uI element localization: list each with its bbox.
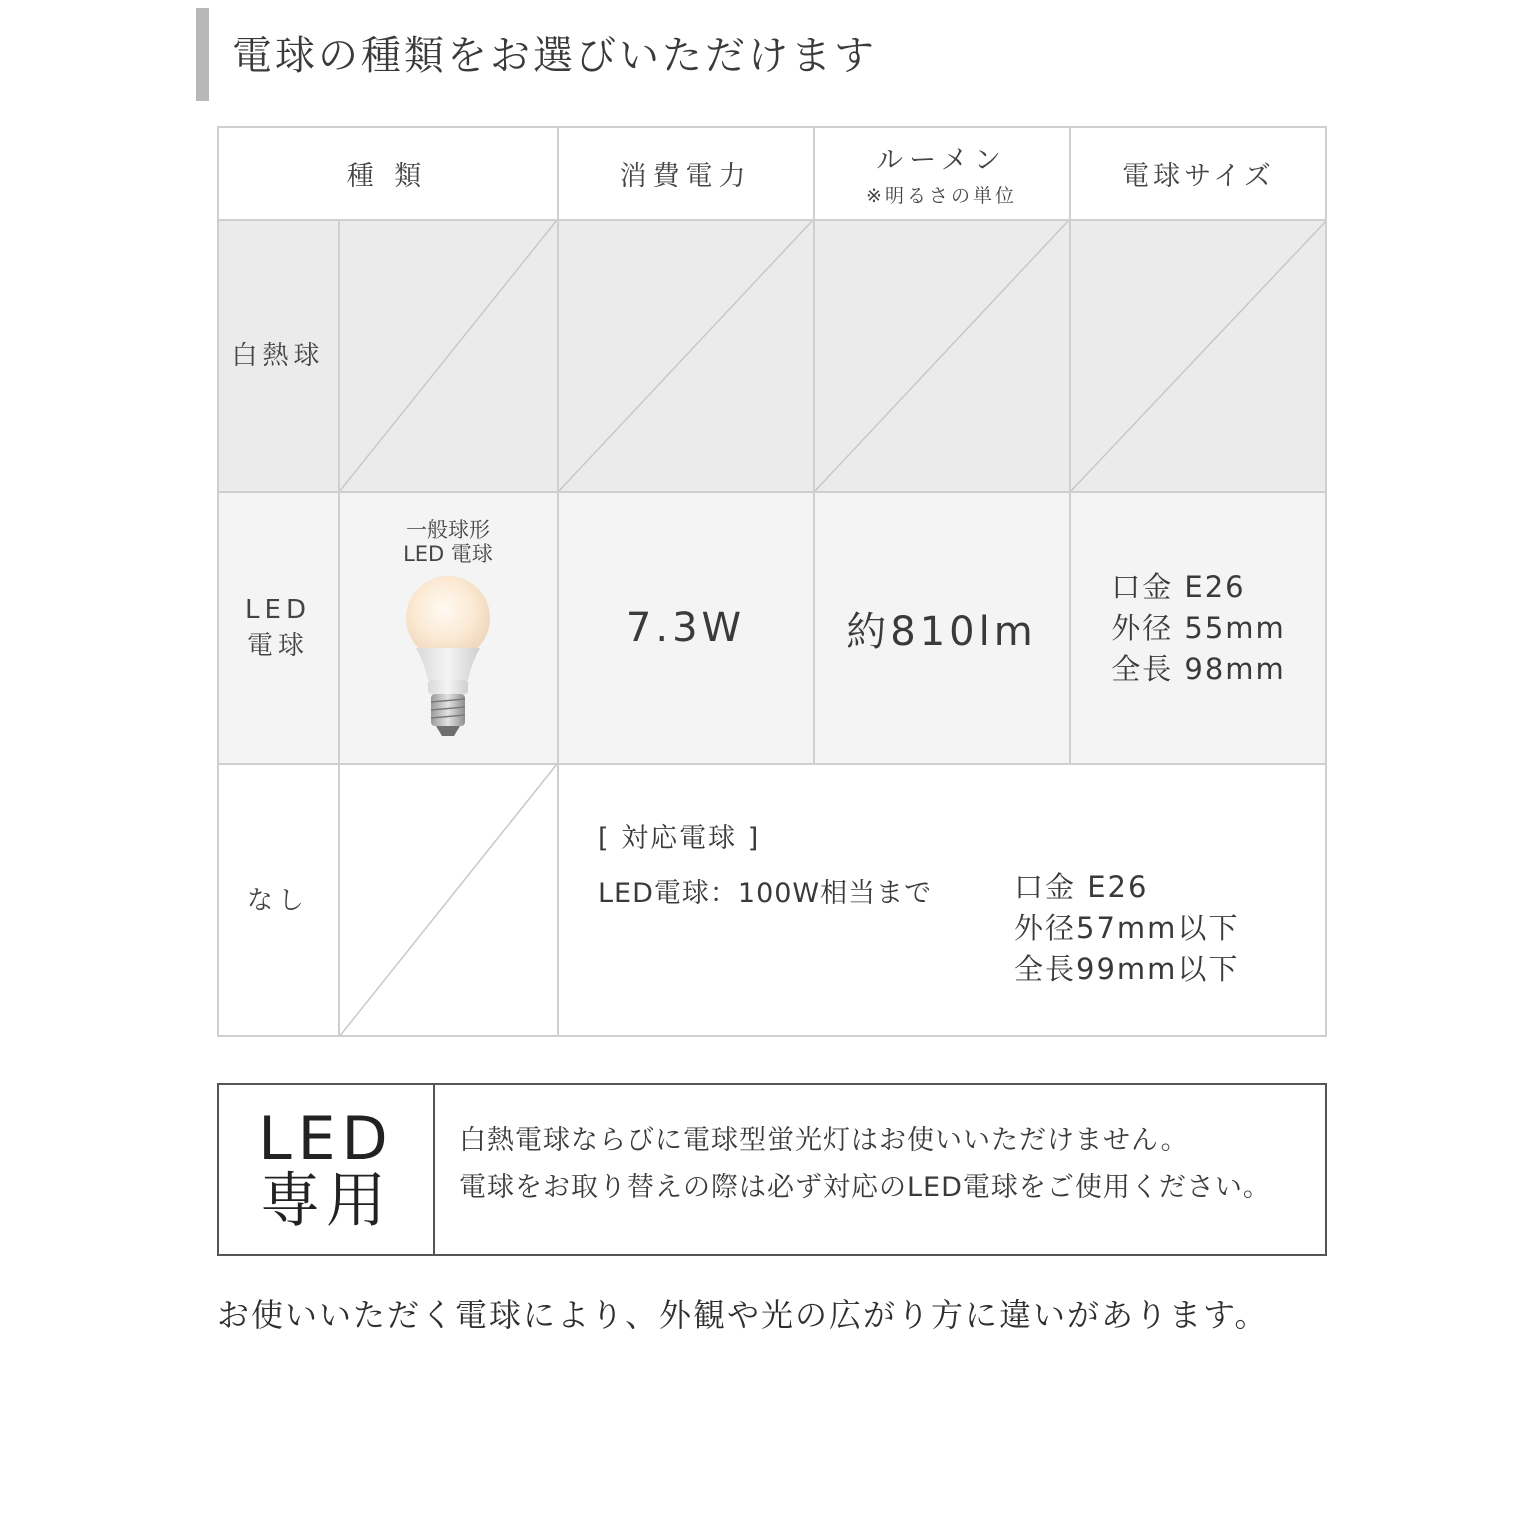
header-lumen-note: ※明るさの単位 [866, 185, 1017, 207]
led-size-lines [1111, 567, 1286, 690]
led-only-text [459, 1117, 1315, 1211]
row-label-led-line2: 電球 [246, 631, 309, 661]
header-type: 種 類 [346, 160, 428, 192]
none-na-slash [339, 764, 557, 1037]
led-power-value: 7.3W [625, 605, 746, 651]
bulb-caption [339, 518, 557, 566]
bulb-spec-table [217, 126, 1327, 1037]
led-only-text-line1: 白熱電球ならびに電球型蛍光灯はお使いいただけません。 [459, 1125, 1189, 1156]
led-size-cell [1070, 492, 1327, 764]
led-only-label [219, 1085, 433, 1254]
header-lumen-label: ルーメン [876, 145, 1007, 176]
title-accent-bar [196, 8, 209, 101]
incandescent-size-na-slash [1070, 220, 1327, 492]
header-size: 電球サイズ [1122, 160, 1275, 192]
incandescent-power-na-slash [558, 220, 813, 492]
led-only-divider [433, 1085, 435, 1254]
led-only-label-line1: LED [258, 1103, 394, 1174]
incandescent-na-slash [339, 220, 557, 492]
led-bulb-image [398, 576, 498, 742]
led-only-notice [217, 1083, 1327, 1256]
row-label-led [217, 492, 339, 764]
header-lumen [814, 126, 1069, 220]
header-power: 消費電力 [619, 160, 752, 192]
compatible-size-base: 口金 E26 [1014, 870, 1149, 904]
compatible-led-wattage: LED電球：100W相当まで [598, 878, 933, 909]
led-size-diameter: 外径 55mm [1111, 610, 1286, 645]
led-size-length: 全長 98mm [1111, 651, 1286, 686]
page-title: 電球の種類をお選びいただけます [232, 33, 877, 79]
incandescent-lumen-na-slash [814, 220, 1069, 492]
row-label-led-line1: LED [245, 595, 311, 625]
compatible-size-diameter: 外径57mm以下 [1014, 911, 1240, 945]
bulb-caption-line2: LED 電球 [403, 542, 493, 566]
led-lumen-value: 約810lm [846, 608, 1037, 655]
row-label-incandescent: 白熱球 [231, 341, 325, 371]
footnote: お使いいただく電球により、外観や光の広がり方に違いがあります。 [217, 1296, 1269, 1334]
led-size-base: 口金 E26 [1111, 569, 1246, 604]
led-only-label-line2: 専用 [260, 1165, 392, 1236]
bulb-caption-line1: 一般球形 [406, 518, 490, 542]
row-label-none: なし [246, 885, 309, 916]
compatible-bulb-title: [ 対応電球 ] [598, 823, 761, 854]
compatible-size-length: 全長99mm以下 [1014, 952, 1240, 986]
led-only-text-line2: 電球をお取り替えの際は必ず対応のLED電球をご使用ください。 [459, 1172, 1271, 1203]
grid-line [217, 1035, 1327, 1037]
led-bulb-cell [339, 492, 557, 764]
compatible-size-lines [1014, 867, 1239, 990]
